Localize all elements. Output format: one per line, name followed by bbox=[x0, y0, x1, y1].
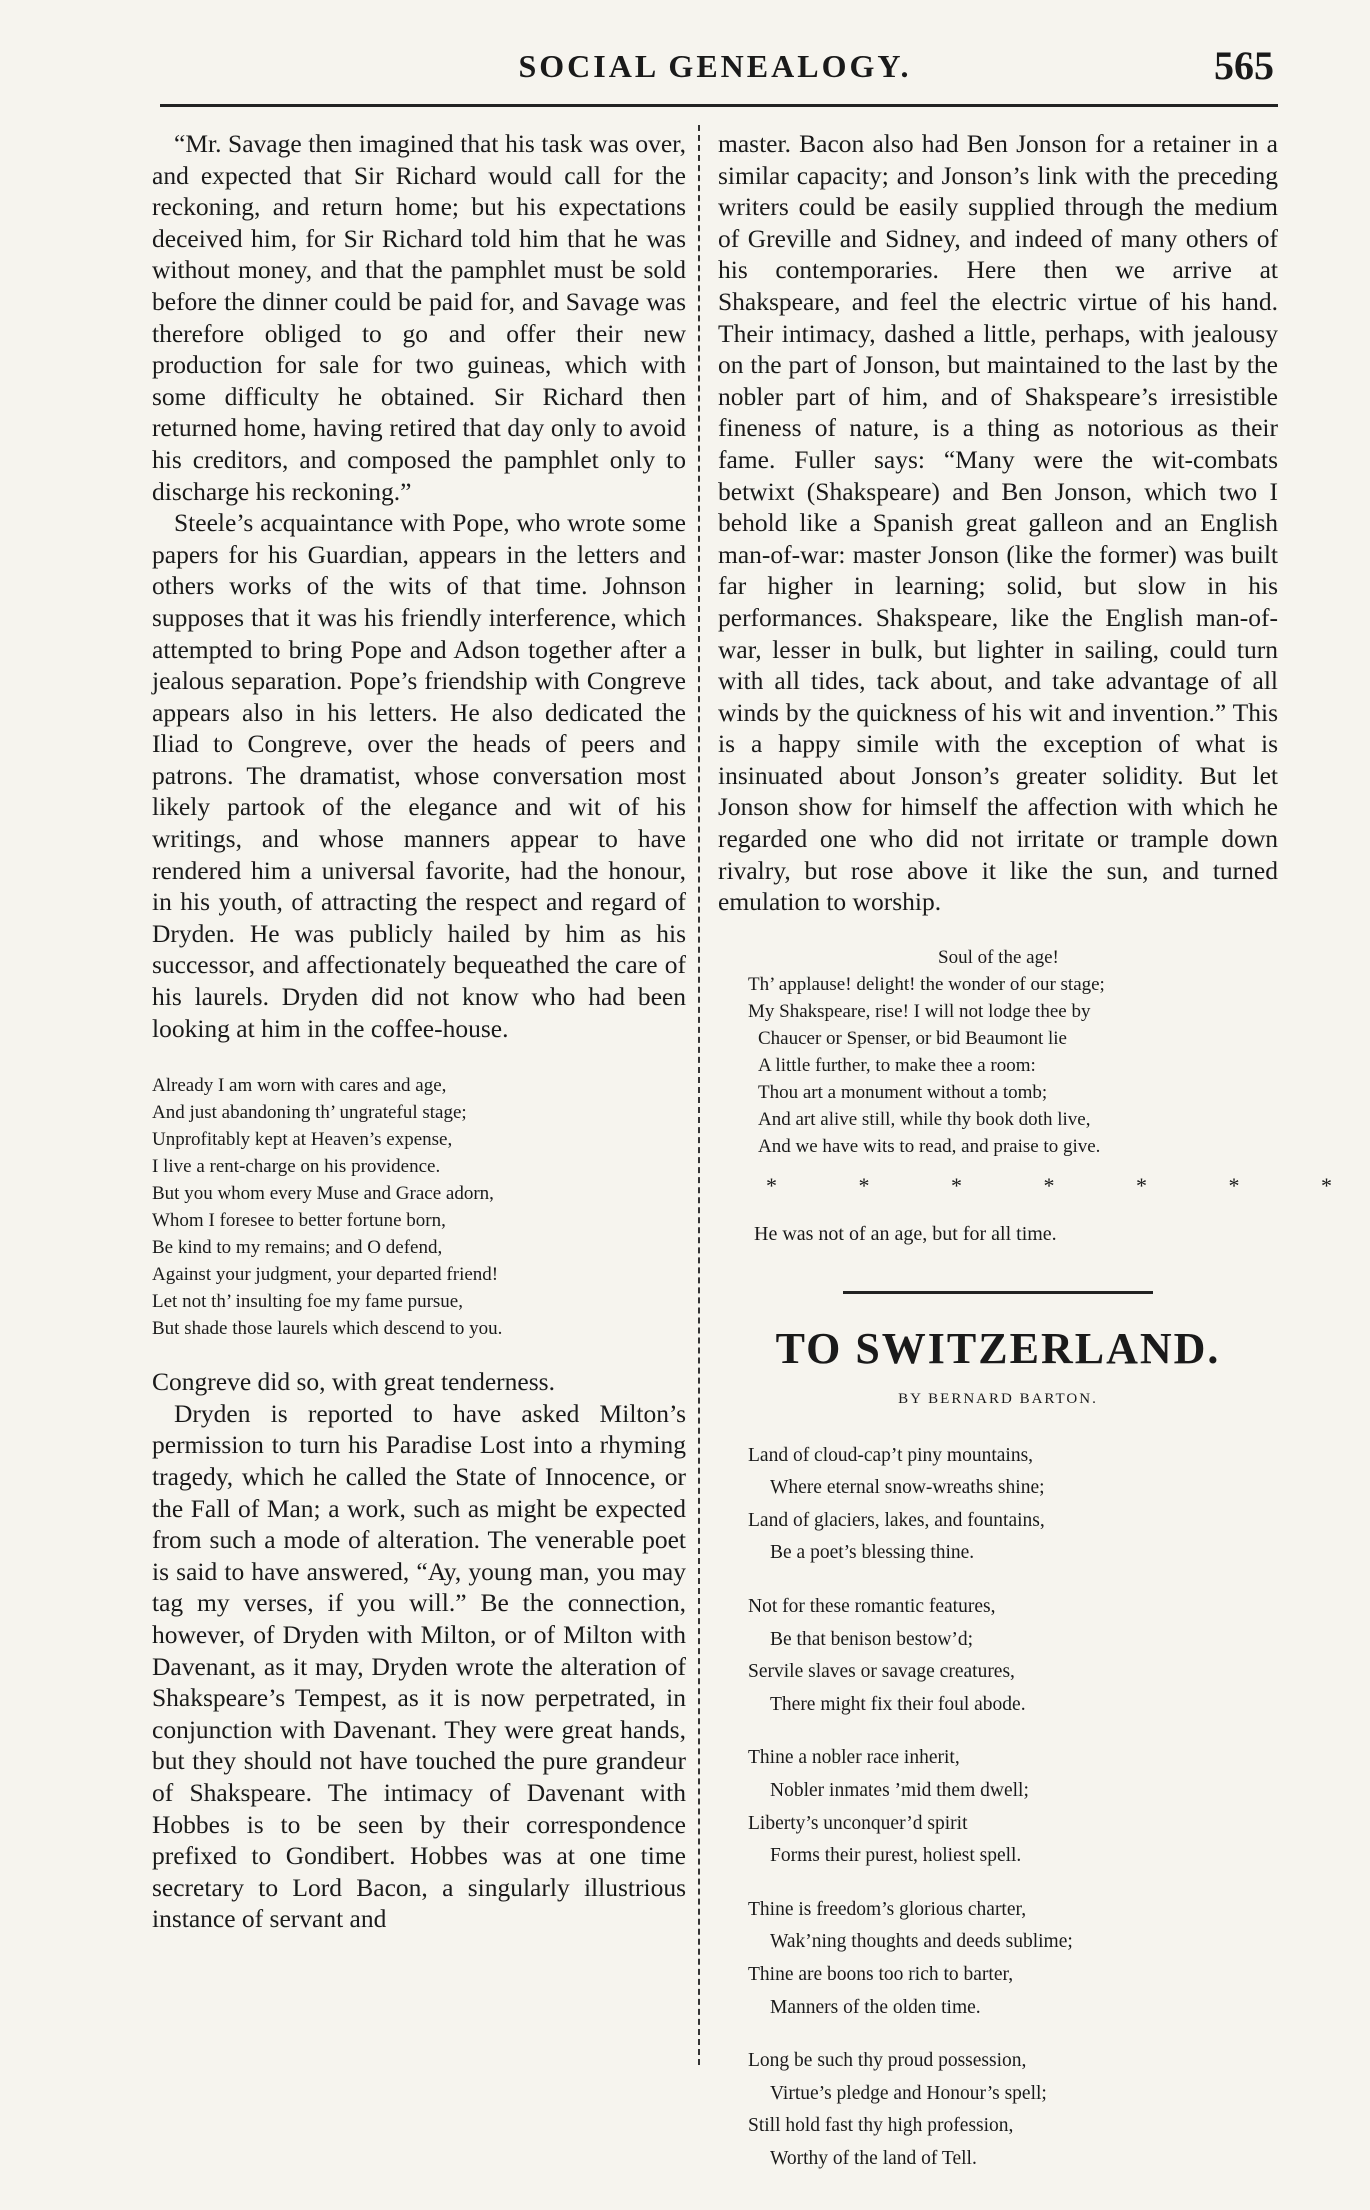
verse-line: Worthy of the land of Tell. bbox=[770, 2147, 977, 2169]
poem-line: Soul of the age! bbox=[938, 946, 1059, 968]
verse-line: Virtue’s pledge and Honour’s spell; bbox=[770, 2082, 1047, 2104]
poem-line: And art alive still, while thy book doth live, bbox=[758, 1108, 1091, 1130]
running-title: SOCIAL GENEALOGY. bbox=[518, 48, 912, 84]
left-column bbox=[152, 128, 686, 1935]
poem-line: Chaucer or Spenser, or bid Beaumont lie bbox=[758, 1027, 1067, 1049]
poem-line: Let not th’ insulting foe my fame pursue, bbox=[152, 1291, 463, 1313]
stanza bbox=[748, 1440, 1278, 1570]
poem-line: Whom I foresee to better fortune born, bbox=[152, 1210, 446, 1232]
header-rule bbox=[160, 104, 1278, 107]
verse-line: Thine is freedom’s glorious charter, bbox=[748, 1898, 1027, 1920]
verse-line: Long be such thy proud possession, bbox=[748, 2050, 1027, 2072]
verse-line: Manners of the olden time. bbox=[770, 1996, 981, 2018]
verse-line: Wak’ning thoughts and deeds sublime; bbox=[770, 1931, 1073, 1953]
section-rule bbox=[843, 1291, 1153, 1294]
poem-line: And we have wits to read, and praise to give. bbox=[758, 1135, 1101, 1157]
verse-line: Servile slaves or savage creatures, bbox=[748, 1661, 1015, 1683]
verse-line: Still hold fast thy high profession, bbox=[748, 2115, 1014, 2137]
verse-line: Be a poet’s blessing thine. bbox=[770, 1542, 975, 1564]
verse-line: Land of cloud-cap’t piny mountains, bbox=[748, 1444, 1034, 1466]
poem-line: Th’ applause! delight! the wonder of our stage; bbox=[748, 973, 1105, 995]
verse-line: Land of glaciers, lakes, and fountains, bbox=[748, 1509, 1045, 1531]
poem-line: Unprofitably kept at Heaven’s expense, bbox=[152, 1129, 453, 1151]
paragraph-congreve: Congreve did so, with great tenderness. bbox=[152, 1367, 555, 1397]
poem-line: A little further, to make thee a room: bbox=[758, 1054, 1036, 1076]
jonson-poem bbox=[748, 944, 1278, 1160]
poem-line: I live a rent-charge on his providence. bbox=[152, 1156, 441, 1178]
stanza bbox=[748, 1742, 1278, 1872]
dryden-poem bbox=[152, 1072, 686, 1342]
poem-line: My Shakspeare, rise! I will not lodge thee by bbox=[748, 1000, 1091, 1022]
verse-line: Where eternal snow-wreaths shine; bbox=[770, 1477, 1045, 1499]
poem-line: Be kind to my remains; and O defend, bbox=[152, 1237, 443, 1259]
right-column bbox=[718, 128, 1370, 2197]
poem-line: Thou art a monument without a tomb; bbox=[758, 1081, 1048, 1103]
verse-line: Thine are boons too rich to barter, bbox=[748, 1963, 1014, 1985]
poem-line: Against your judgment, your departed friend! bbox=[152, 1264, 499, 1286]
verse-line: Thine a nobler race inherit, bbox=[748, 1747, 960, 1769]
paragraph-steele: Steele’s acquaintance with Pope, who wrote some papers for his Guardian, appears in the letters and others works of the wits of that time. Johnson supposes that it was his friendly interference, which attempted to bring Pope and Adson together after a jealous separation. Pope’s friendship with Congreve appears also in his letters. He also dedicated the Iliad to Congreve, over the heads of peers and patrons. The dramatist, whose conversation most likely partook of the elegance and wit of his writings, and whose manners appear to have rendered him a universal favorite, had the honour, in his youth, of attracting the respect and regard of Dryden. He was publicly hailed by him as his successor, and affectionately bequeathed the care of his laurels. Dryden did not know who had been looking at him in the coffee-house. bbox=[152, 508, 686, 1043]
stanza bbox=[748, 2045, 1278, 2175]
verse-line: There might fix their foul abode. bbox=[770, 1693, 1026, 1715]
poem-byline: BY BERNARD BARTON. bbox=[898, 1391, 1098, 1408]
page-header bbox=[150, 38, 1280, 98]
switzerland-poem bbox=[748, 1440, 1278, 2176]
paragraph-dryden-milton: Dryden is reported to have asked Milton’s permission to turn his Paradise Lost into a rhyming tragedy, which he called the State of Innocence, or the Fall of Man; a work, such as might be expected from such a mode of alteration. The venerable poet is said to have answered, “Ay, young man, you may tag my verses, if you will.” Be the connection, however, of Dryden with Milton, or of Milton with Davenant, as it may, Dryden wrote the alteration of Shakspeare’s Tempest, as it is now perpetrated, in conjunction with Davenant. They were great hands, but they should not have touched the pure grandeur of Shakspeare. The intimacy of Davenant with Hobbes is to be seen by their correspondence prefixed to Gondibert. Hobbes was at one time secretary to Lord Bacon, a singularly illustrious instance of servant and bbox=[152, 1398, 686, 1934]
poem-line: Already I am worn with cares and age, bbox=[152, 1075, 447, 1097]
verse-line: Forms their purest, holiest spell. bbox=[770, 1845, 1022, 1867]
paragraph-bacon-jonson: master. Bacon also had Ben Jonson for a retainer in a similar capacity; and Jonson’s link with the preceding writers could be easily supplied through the medium of Greville and Sidney, and indeed of many others of his contemporaries. Here then we arrive at Shakspeare, and feel the electric virtue of his hand. Their intimacy, dashed a little, perhaps, with jealousy on the part of Jonson, but maintained to the last by the nobler part of him, and of Shakspeare’s irresistible fineness of nature, is a thing as notorious as their fame. Fuller says: “Many were the wit-combats betwixt (Shakspeare) and Ben Jonson, which two I behold like a Spanish great galleon and an English man-of-war: master Jonson (like the former) was built far higher in learning; solid, but slow in his performances. Shakspeare, like the English man-of-war, lesser in bulk, but lighter in sailing, could turn with all tides, tack about, and take advantage of all winds by the quickness of his wit and invention.” This is a happy simile with the exception of what is insinuated about Jonson’s greater solidity. But let Jonson show for himself the affection with which he regarded one who did not irritate or trample down rivalry, but rose above it like the sun, and turned emulation to worship. bbox=[718, 129, 1278, 917]
ellipsis-stars: * * * * * * * bbox=[766, 1172, 1370, 1198]
poem-title: TO SWITZERLAND. bbox=[775, 1324, 1221, 1374]
verse-line: Not for these romantic features, bbox=[748, 1596, 996, 1617]
verse-line: Be that benison bestow’d; bbox=[770, 1628, 974, 1650]
stanza bbox=[748, 1591, 1278, 1721]
column-divider bbox=[698, 125, 700, 2065]
paragraph-savage: “Mr. Savage then imagined that his task was over, and expected that Sir Richard would call for the reckoning, and return home; but his expectations deceived him, for Sir Richard told him that he was without money, and that the pamphlet must be sold before the dinner could be paid for, and Savage was therefore obliged to go and offer their new production for sale for two guineas, which with some difficulty he obtained. Sir Richard then returned home, having retired that day only to avoid his creditors, and composed the pamphlet only to discharge his reckoning.” bbox=[152, 129, 686, 506]
poem-line: But you whom every Muse and Grace adorn, bbox=[152, 1183, 494, 1205]
verse-line: Liberty’s unconquer’d spirit bbox=[748, 1812, 968, 1834]
verse-line: Nobler inmates ’mid them dwell; bbox=[770, 1779, 1029, 1801]
page-number: 565 bbox=[1214, 43, 1274, 88]
closing-line: He was not of an age, but for all time. bbox=[754, 1223, 1057, 1246]
stanza bbox=[748, 1894, 1278, 2024]
poem-line: And just abandoning th’ ungrateful stage; bbox=[152, 1102, 467, 1124]
poem-line: But shade those laurels which descend to you. bbox=[152, 1318, 503, 1340]
